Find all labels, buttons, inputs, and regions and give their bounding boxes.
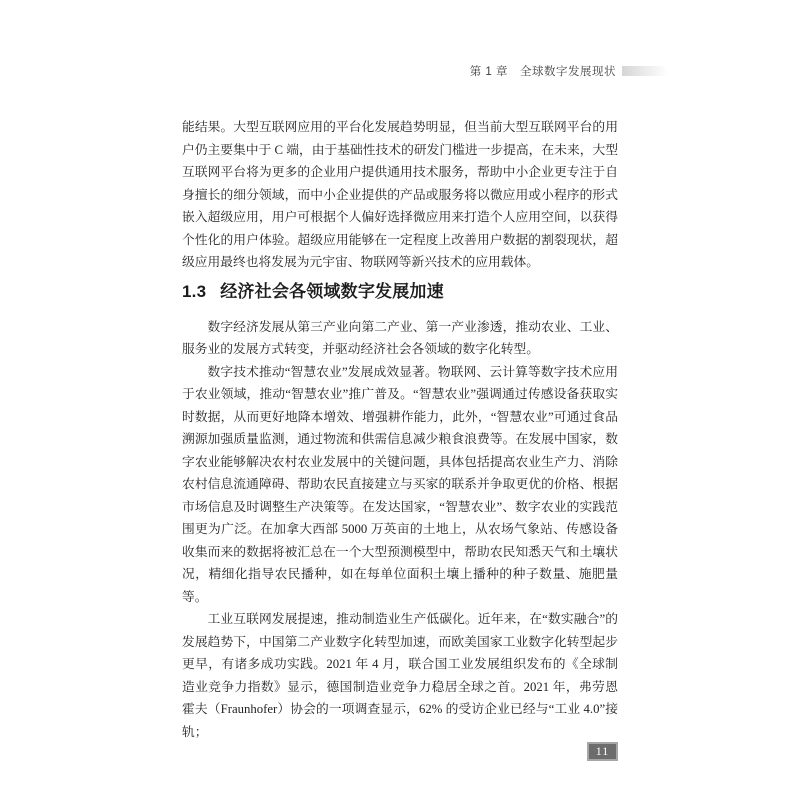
body-paragraph: 数字经济发展从第三产业向第二产业、第一产业渗透，推动农业、工业、服务业的发展方式转变，并驱动经济社会各领域的数字化转型。 [182,319,618,356]
body-paragraph-continuation: 能结果。大型互联网应用的平台化发展趋势明显，但当前大型互联网平台的用户仍主要集中于 C 端，由于基础性技术的研发门槛进一步提高，在未来，大型互联网平台将为更多的企业用户提供通用技术服务，帮助中小企业更专注于自身擅长的细分领域，而中小企业提供的产品或服务将以微应用或小程序的形式嵌入超级应用，用户可根据个人偏好选择微应用来打造个人应用空间，以获得个性化的用户体验。超级应用能够在一定程度上改善用户数据的割裂现状，超级应用最终也将发展为元宇宙、物联网等新兴技术的应用载体。 [182,120,618,269]
header-gradient-bar [622,66,668,76]
content-area [182,116,618,743]
chapter-label: 第 1 章 [469,66,508,78]
section-title: 经济社会各领域数字发展加速 [220,281,444,301]
chapter-title: 全球数字发展现状 [520,66,616,78]
body-paragraph: 数字技术推动“智慧农业”发展成效显著。物联网、云计算等数字技术应用于农业领域，推动“智慧农业”推广普及。“智慧农业”强调通过传感设备获取实时数据，从而更好地降本增效、增强耕作能力，此外，“智慧农业”可通过食品溯源加强质量监测，通过物流和供需信息减少粮食浪费等。在发展中国家，数字农业能够解决农村农业发展中的关键问题，具体包括提高农业生产力、消除农村信息流通障碍、帮助农民直接建立与买家的联系并争取更优的价格、根据市场信息及时调整生产决策等。在发达国家，“智慧农业”、数字农业的实践范围更为广泛。在加拿大西部 5000 万英亩的土地上，从农场气象站、传感设备收集而来的数据将被汇总在一个大型预测模型中，帮助农民知悉天气和土壤状况，精细化指导农民播种，如在每单位面积土壤上播种的种子数量、施肥量等。 [182,364,618,604]
body-paragraph: 工业互联网发展提速，推动制造业生产低碳化。近年来，在“数实融合”的发展趋势下，中国第二产业数字化转型加速，而欧美国家工业数字化转型起步更早，有诸多成功实践。2021 年 4 月，联合国工业发展组织发布的《全球制造业竞争力指数》显示，德国制造业竞争力稳居全球之首。2021 年，弗劳恩霍夫（Fraunhofer）协会的一项调查显示，62% 的受访企业已经与“工业 4.0”接轨； [182,612,618,739]
page-number-badge: 11 [587,742,618,761]
section-number: 1.3 [182,281,207,301]
running-header [182,62,668,80]
section-heading [182,280,618,304]
